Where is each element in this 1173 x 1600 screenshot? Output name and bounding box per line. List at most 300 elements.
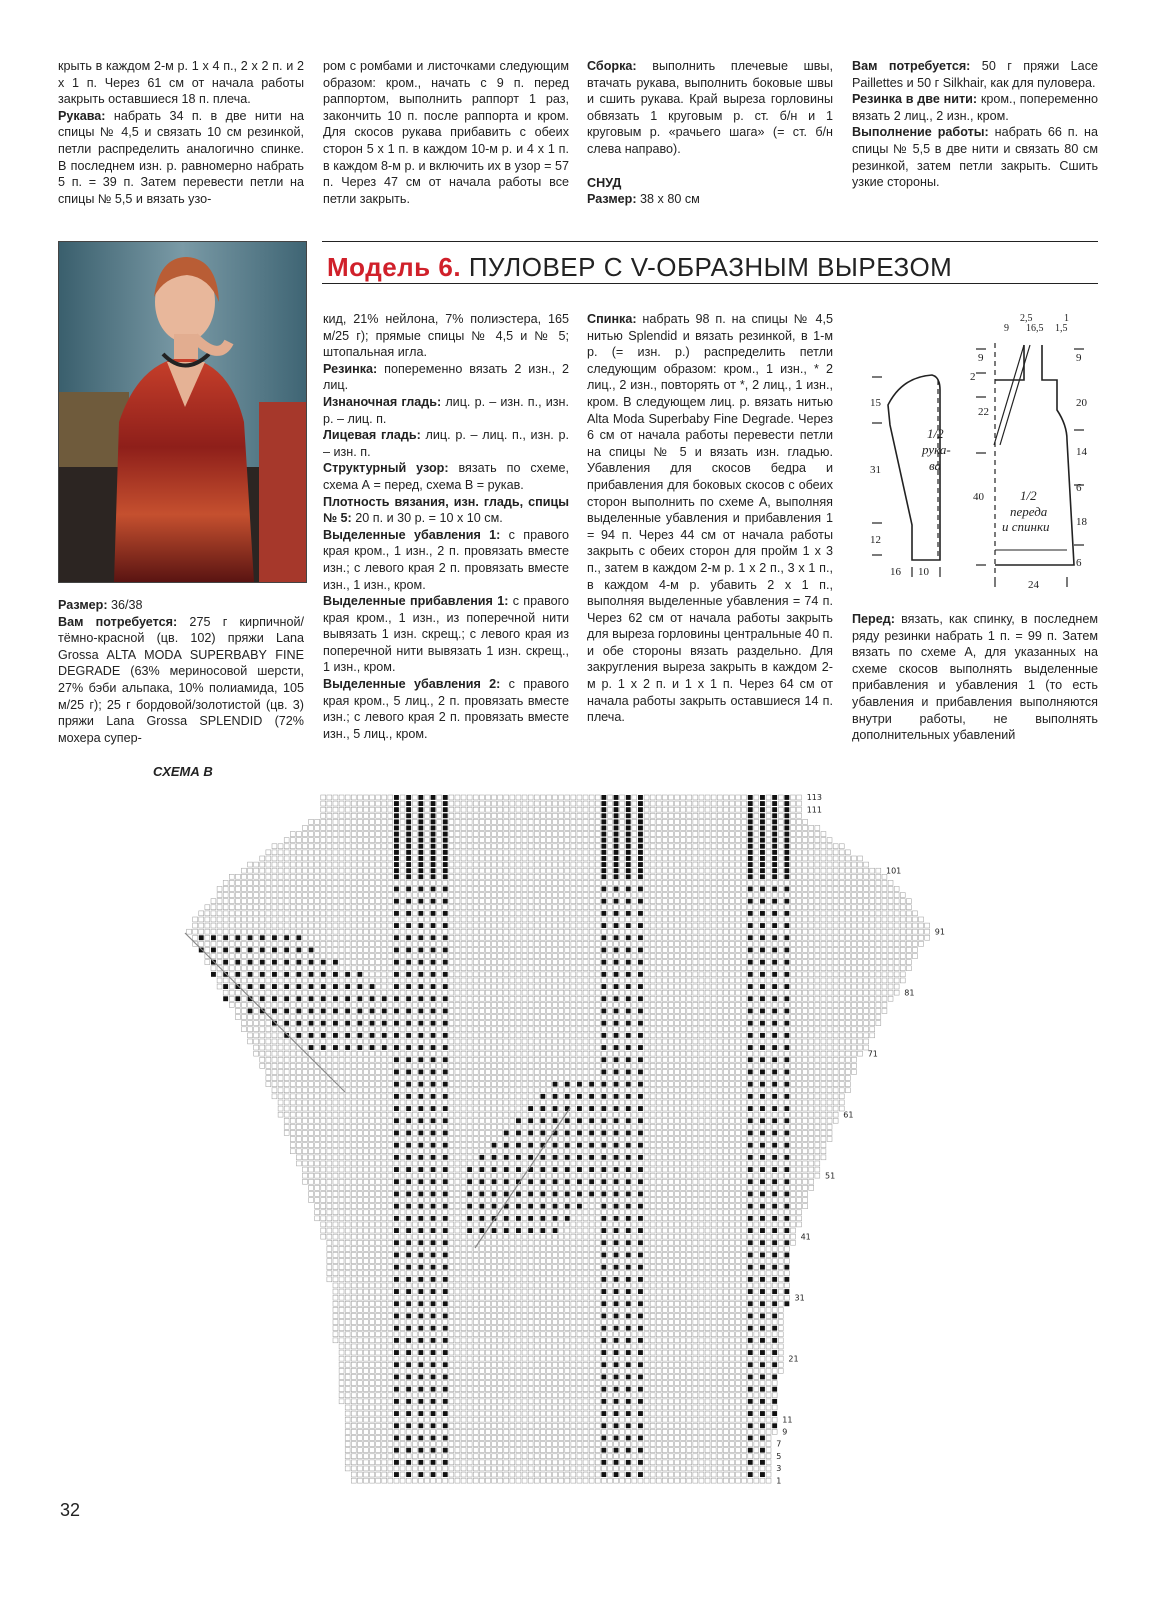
stitch-knit-cell <box>766 1332 771 1337</box>
stitch-knit-cell <box>437 1173 442 1178</box>
stitch-purl-cell <box>431 1472 436 1477</box>
stitch-knit-cell <box>382 1259 387 1264</box>
stitch-knit-cell <box>364 1100 369 1105</box>
stitch-knit-cell <box>583 1167 588 1172</box>
stitch-knit-cell <box>565 1423 570 1428</box>
stitch-purl-cell <box>394 1289 399 1294</box>
stitch-knit-cell <box>547 1155 552 1160</box>
stitch-knit-cell <box>571 1198 576 1203</box>
stitch-knit-cell <box>730 1381 735 1386</box>
stitch-knit-cell <box>522 1460 527 1465</box>
stitch-knit-cell <box>388 1179 393 1184</box>
stitch-knit-cell <box>370 1106 375 1111</box>
stitch-knit-cell <box>650 1454 655 1459</box>
stitch-knit-cell <box>650 1204 655 1209</box>
stitch-purl-cell <box>528 1204 533 1209</box>
stitch-purl-cell <box>638 1204 643 1209</box>
stitch-knit-cell <box>437 1314 442 1319</box>
stitch-knit-cell <box>748 1161 753 1166</box>
stitch-knit-cell <box>376 1173 381 1178</box>
stitch-knit-cell <box>357 1436 362 1441</box>
stitch-purl-cell <box>418 1289 423 1294</box>
stitch-knit-cell <box>662 1448 667 1453</box>
stitch-knit-cell <box>736 1356 741 1361</box>
stitch-knit-cell <box>534 1259 539 1264</box>
stitch-knit-cell <box>339 1375 344 1380</box>
stitch-knit-cell <box>400 1185 405 1190</box>
stitch-knit-cell <box>583 1289 588 1294</box>
stitch-knit-cell <box>571 1375 576 1380</box>
stitch-knit-cell <box>382 1356 387 1361</box>
stitch-knit-cell <box>626 1198 631 1203</box>
stitch-knit-cell <box>455 1210 460 1215</box>
stitch-knit-cell <box>455 1375 460 1380</box>
stitch-knit-cell <box>595 1429 600 1434</box>
stitch-knit-cell <box>614 1442 619 1447</box>
stitch-purl-cell <box>443 1326 448 1331</box>
stitch-knit-cell <box>736 1393 741 1398</box>
stitch-knit-cell <box>583 1234 588 1239</box>
stitch-purl-cell <box>601 1472 606 1477</box>
stitch-knit-cell <box>754 1320 759 1325</box>
stitch-purl-cell <box>772 1399 777 1404</box>
stitch-knit-cell <box>650 1100 655 1105</box>
stitch-knit-cell <box>565 1472 570 1477</box>
stitch-knit-cell <box>754 1271 759 1276</box>
stitch-knit-cell <box>449 1472 454 1477</box>
stitch-knit-cell <box>583 1185 588 1190</box>
stitch-knit-cell <box>711 1332 716 1337</box>
stitch-purl-cell <box>443 1448 448 1453</box>
stitch-purl-cell <box>394 1131 399 1136</box>
stitch-knit-cell <box>388 1277 393 1282</box>
stitch-knit-cell <box>364 1442 369 1447</box>
stitch-knit-cell <box>327 1100 332 1105</box>
stitch-knit-cell <box>522 1344 527 1349</box>
stitch-knit-cell <box>437 1387 442 1392</box>
stitch-knit-cell <box>705 1118 710 1123</box>
stitch-knit-cell <box>449 1179 454 1184</box>
stitch-knit-cell <box>577 1417 582 1422</box>
stitch-knit-cell <box>650 1423 655 1428</box>
stitch-knit-cell <box>717 1192 722 1197</box>
stitch-knit-cell <box>656 1167 661 1172</box>
stitch-knit-cell <box>620 1289 625 1294</box>
stitch-purl-cell <box>443 1460 448 1465</box>
stitch-knit-cell <box>772 1405 777 1410</box>
stitch-knit-cell <box>662 1289 667 1294</box>
stitch-knit-cell <box>455 1234 460 1239</box>
stitch-knit-cell <box>778 1277 783 1282</box>
dimension-label: 6 <box>1076 482 1082 494</box>
stitch-knit-cell <box>632 1301 637 1306</box>
stitch-purl-cell <box>540 1106 545 1111</box>
stitch-knit-cell <box>400 1344 405 1349</box>
stitch-knit-cell <box>772 1271 777 1276</box>
stitch-knit-cell <box>583 1222 588 1227</box>
stitch-knit-cell <box>486 1185 491 1190</box>
stitch-knit-cell <box>766 1478 771 1483</box>
stitch-knit-cell <box>626 1173 631 1178</box>
stitch-purl-cell <box>626 1301 631 1306</box>
stitch-knit-cell <box>400 1460 405 1465</box>
stitch-knit-cell <box>595 1332 600 1337</box>
stitch-knit-cell <box>675 1259 680 1264</box>
stitch-knit-cell <box>644 1423 649 1428</box>
stitch-knit-cell <box>504 1295 509 1300</box>
stitch-knit-cell <box>516 1460 521 1465</box>
stitch-knit-cell <box>656 1344 661 1349</box>
stitch-knit-cell <box>400 1411 405 1416</box>
stitch-purl-cell <box>760 1240 765 1245</box>
stitch-knit-cell <box>498 1259 503 1264</box>
stitch-purl-cell <box>431 1326 436 1331</box>
stitch-knit-cell <box>394 1393 399 1398</box>
stitch-knit-cell <box>620 1216 625 1221</box>
stitch-knit-cell <box>730 1216 735 1221</box>
stitch-knit-cell <box>345 1332 350 1337</box>
stitch-knit-cell <box>736 1405 741 1410</box>
stitch-knit-cell <box>571 1436 576 1441</box>
stitch-knit-cell <box>449 1246 454 1251</box>
stitch-knit-cell <box>486 1350 491 1355</box>
stitch-knit-cell <box>638 1283 643 1288</box>
stitch-knit-cell <box>791 1222 796 1227</box>
stitch-knit-cell <box>357 1466 362 1471</box>
dimension-label: 2 <box>970 371 976 383</box>
stitch-knit-cell <box>644 1192 649 1197</box>
stitch-knit-cell <box>473 1167 478 1172</box>
stitch-knit-cell <box>437 1112 442 1117</box>
stitch-knit-cell <box>608 1417 613 1422</box>
stitch-knit-cell <box>656 1240 661 1245</box>
stitch-knit-cell <box>571 1326 576 1331</box>
stitch-knit-cell <box>681 1137 686 1142</box>
stitch-knit-cell <box>778 1234 783 1239</box>
stitch-knit-cell <box>675 1198 680 1203</box>
stitch-knit-cell <box>534 1173 539 1178</box>
stitch-knit-cell <box>339 1307 344 1312</box>
stitch-knit-cell <box>589 1454 594 1459</box>
stitch-knit-cell <box>662 1411 667 1416</box>
stitch-knit-cell <box>382 1228 387 1233</box>
stitch-knit-cell <box>522 1356 527 1361</box>
stitch-knit-cell <box>650 1411 655 1416</box>
stitch-knit-cell <box>461 1393 466 1398</box>
stitch-knit-cell <box>583 1216 588 1221</box>
stitch-purl-cell <box>626 1338 631 1343</box>
stitch-knit-cell <box>376 1234 381 1239</box>
stitch-knit-cell <box>339 1356 344 1361</box>
stitch-knit-cell <box>364 1289 369 1294</box>
stitch-knit-cell <box>498 1167 503 1172</box>
stitch-knit-cell <box>412 1161 417 1166</box>
stitch-knit-cell <box>620 1204 625 1209</box>
stitch-knit-cell <box>376 1307 381 1312</box>
stitch-knit-cell <box>486 1436 491 1441</box>
stitch-knit-cell <box>388 1112 393 1117</box>
stitch-knit-cell <box>510 1417 515 1422</box>
stitch-knit-cell <box>675 1472 680 1477</box>
stitch-knit-cell <box>589 1137 594 1142</box>
stitch-knit-cell <box>504 1350 509 1355</box>
stitch-knit-cell <box>669 1179 674 1184</box>
stitch-knit-cell <box>662 1216 667 1221</box>
stitch-knit-cell <box>675 1307 680 1312</box>
stitch-knit-cell <box>382 1179 387 1184</box>
stitch-knit-cell <box>547 1228 552 1233</box>
stitch-knit-cell <box>528 1295 533 1300</box>
stitch-knit-cell <box>510 1124 515 1129</box>
stitch-knit-cell <box>486 1442 491 1447</box>
stitch-knit-cell <box>449 1283 454 1288</box>
stitch-knit-cell <box>662 1173 667 1178</box>
stitch-knit-cell <box>772 1161 777 1166</box>
stitch-knit-cell <box>461 1137 466 1142</box>
stitch-knit-cell <box>516 1362 521 1367</box>
stitch-knit-cell <box>723 1417 728 1422</box>
stitch-purl-cell <box>614 1362 619 1367</box>
stitch-knit-cell <box>797 1124 802 1129</box>
stitch-knit-cell <box>711 1149 716 1154</box>
stitch-knit-cell <box>461 1314 466 1319</box>
stitch-knit-cell <box>583 1429 588 1434</box>
stitch-knit-cell <box>736 1344 741 1349</box>
stitch-purl-cell <box>748 1314 753 1319</box>
stitch-purl-cell <box>418 1240 423 1245</box>
stitch-knit-cell <box>467 1185 472 1190</box>
stitch-knit-cell <box>431 1295 436 1300</box>
stitch-knit-cell <box>449 1405 454 1410</box>
stitch-knit-cell <box>315 1192 320 1197</box>
stitch-knit-cell <box>723 1265 728 1270</box>
stitch-knit-cell <box>540 1460 545 1465</box>
stitch-knit-cell <box>608 1112 613 1117</box>
stitch-knit-cell <box>687 1228 692 1233</box>
stitch-knit-cell <box>473 1100 478 1105</box>
stitch-knit-cell <box>687 1399 692 1404</box>
stitch-knit-cell <box>693 1167 698 1172</box>
stitch-knit-cell <box>376 1192 381 1197</box>
stitch-knit-cell <box>516 1478 521 1483</box>
stitch-knit-cell <box>443 1100 448 1105</box>
stitch-knit-cell <box>559 1393 564 1398</box>
stitch-knit-cell <box>547 1234 552 1239</box>
stitch-knit-cell <box>608 1326 613 1331</box>
stitch-knit-cell <box>815 1124 820 1129</box>
stitch-knit-cell <box>681 1204 686 1209</box>
stitch-knit-cell <box>595 1106 600 1111</box>
stitch-knit-cell <box>772 1417 777 1422</box>
stitch-knit-cell <box>498 1356 503 1361</box>
stitch-knit-cell <box>742 1192 747 1197</box>
stitch-knit-cell <box>370 1356 375 1361</box>
stitch-knit-cell <box>376 1411 381 1416</box>
stitch-knit-cell <box>504 1405 509 1410</box>
stitch-knit-cell <box>778 1356 783 1361</box>
stitch-knit-cell <box>699 1246 704 1251</box>
stitch-knit-cell <box>412 1118 417 1123</box>
stitch-knit-cell <box>693 1466 698 1471</box>
stitch-knit-cell <box>608 1350 613 1355</box>
stitch-knit-cell <box>791 1240 796 1245</box>
stitch-purl-cell <box>528 1192 533 1197</box>
stitch-knit-cell <box>723 1179 728 1184</box>
stitch-knit-cell <box>723 1350 728 1355</box>
stitch-knit-cell <box>412 1301 417 1306</box>
stitch-knit-cell <box>681 1118 686 1123</box>
stitch-knit-cell <box>388 1356 393 1361</box>
stitch-knit-cell <box>357 1454 362 1459</box>
stitch-knit-cell <box>705 1448 710 1453</box>
stitch-purl-cell <box>504 1143 509 1148</box>
stitch-knit-cell <box>681 1185 686 1190</box>
stitch-knit-cell <box>736 1387 741 1392</box>
stitch-knit-cell <box>455 1381 460 1386</box>
stitch-purl-cell <box>406 1167 411 1172</box>
stitch-knit-cell <box>547 1149 552 1154</box>
stitch-knit-cell <box>656 1112 661 1117</box>
stitch-knit-cell <box>479 1210 484 1215</box>
stitch-purl-cell <box>540 1131 545 1136</box>
stitch-knit-cell <box>455 1259 460 1264</box>
stitch-knit-cell <box>571 1094 576 1099</box>
stitch-knit-cell <box>540 1362 545 1367</box>
stitch-knit-cell <box>736 1265 741 1270</box>
stitch-knit-cell <box>650 1265 655 1270</box>
stitch-purl-cell <box>748 1167 753 1172</box>
stitch-knit-cell <box>589 1210 594 1215</box>
stitch-knit-cell <box>345 1246 350 1251</box>
stitch-knit-cell <box>333 1326 338 1331</box>
stitch-knit-cell <box>730 1240 735 1245</box>
stitch-knit-cell <box>345 1173 350 1178</box>
stitch-knit-cell <box>809 1155 814 1160</box>
stitch-knit-cell <box>327 1228 332 1233</box>
stitch-knit-cell <box>723 1332 728 1337</box>
stitch-knit-cell <box>620 1192 625 1197</box>
stitch-knit-cell <box>559 1253 564 1258</box>
stitch-knit-cell <box>577 1234 582 1239</box>
stitch-knit-cell <box>650 1124 655 1129</box>
stitch-knit-cell <box>534 1216 539 1221</box>
stitch-knit-cell <box>699 1283 704 1288</box>
stitch-knit-cell <box>687 1338 692 1343</box>
stitch-knit-cell <box>449 1375 454 1380</box>
stitch-knit-cell <box>534 1405 539 1410</box>
stitch-knit-cell <box>425 1259 430 1264</box>
stitch-knit-cell <box>705 1405 710 1410</box>
stitch-knit-cell <box>412 1155 417 1160</box>
stitch-knit-cell <box>528 1362 533 1367</box>
stitch-knit-cell <box>437 1320 442 1325</box>
stitch-purl-cell <box>638 1277 643 1282</box>
stitch-knit-cell <box>784 1185 789 1190</box>
stitch-knit-cell <box>534 1094 539 1099</box>
stitch-knit-cell <box>711 1350 716 1355</box>
stitch-knit-cell <box>364 1161 369 1166</box>
stitch-knit-cell <box>357 1381 362 1386</box>
stitch-purl-cell <box>431 1289 436 1294</box>
stitch-knit-cell <box>455 1436 460 1441</box>
stitch-knit-cell <box>644 1271 649 1276</box>
stitch-knit-cell <box>473 1307 478 1312</box>
top-col-1 <box>58 58 304 207</box>
stitch-purl-cell <box>748 1338 753 1343</box>
stitch-knit-cell <box>766 1265 771 1270</box>
stitch-knit-cell <box>382 1149 387 1154</box>
stitch-knit-cell <box>431 1100 436 1105</box>
stitch-knit-cell <box>705 1179 710 1184</box>
stitch-knit-cell <box>370 1234 375 1239</box>
stitch-knit-cell <box>723 1393 728 1398</box>
stitch-purl-cell <box>406 1155 411 1160</box>
stitch-knit-cell <box>766 1198 771 1203</box>
stitch-knit-cell <box>412 1375 417 1380</box>
stitch-knit-cell <box>492 1253 497 1258</box>
stitch-purl-cell <box>601 1106 606 1111</box>
stitch-knit-cell <box>595 1259 600 1264</box>
stitch-purl-cell <box>394 1375 399 1380</box>
stitch-knit-cell <box>418 1332 423 1337</box>
stitch-knit-cell <box>760 1124 765 1129</box>
stitch-knit-cell <box>382 1411 387 1416</box>
stitch-knit-cell <box>516 1381 521 1386</box>
stitch-knit-cell <box>504 1332 509 1337</box>
stitch-knit-cell <box>455 1167 460 1172</box>
stitch-knit-cell <box>730 1100 735 1105</box>
stitch-knit-cell <box>449 1185 454 1190</box>
stitch-knit-cell <box>589 1399 594 1404</box>
stitch-knit-cell <box>486 1265 491 1270</box>
stitch-knit-cell <box>766 1179 771 1184</box>
stitch-knit-cell <box>620 1417 625 1422</box>
stitch-knit-cell <box>412 1423 417 1428</box>
stitch-knit-cell <box>583 1466 588 1471</box>
stitch-knit-cell <box>669 1295 674 1300</box>
stitch-knit-cell <box>803 1143 808 1148</box>
stitch-knit-cell <box>766 1417 771 1422</box>
stitch-knit-cell <box>339 1192 344 1197</box>
snud-title: СНУД <box>587 175 622 190</box>
stitch-knit-cell <box>778 1131 783 1136</box>
stitch-knit-cell <box>553 1436 558 1441</box>
stitch-knit-cell <box>608 1234 613 1239</box>
stitch-purl-cell <box>601 1240 606 1245</box>
stitch-knit-cell <box>577 1448 582 1453</box>
stitch-knit-cell <box>418 1442 423 1447</box>
stitch-knit-cell <box>784 1283 789 1288</box>
stitch-knit-cell <box>553 1210 558 1215</box>
stitch-knit-cell <box>351 1283 356 1288</box>
stitch-knit-cell <box>589 1356 594 1361</box>
stitch-knit-cell <box>370 1387 375 1392</box>
stitch-knit-cell <box>425 1405 430 1410</box>
stitch-knit-cell <box>736 1375 741 1380</box>
stitch-purl-cell <box>504 1216 509 1221</box>
stitch-purl-cell <box>479 1204 484 1209</box>
stitch-knit-cell <box>461 1167 466 1172</box>
stitch-knit-cell <box>553 1100 558 1105</box>
stitch-purl-cell <box>565 1204 570 1209</box>
stitch-knit-cell <box>461 1265 466 1270</box>
stitch-knit-cell <box>644 1454 649 1459</box>
stitch-knit-cell <box>797 1198 802 1203</box>
stitch-knit-cell <box>504 1100 509 1105</box>
stitch-purl-cell <box>638 1314 643 1319</box>
stitch-purl-cell <box>492 1167 497 1172</box>
stitch-knit-cell <box>772 1344 777 1349</box>
